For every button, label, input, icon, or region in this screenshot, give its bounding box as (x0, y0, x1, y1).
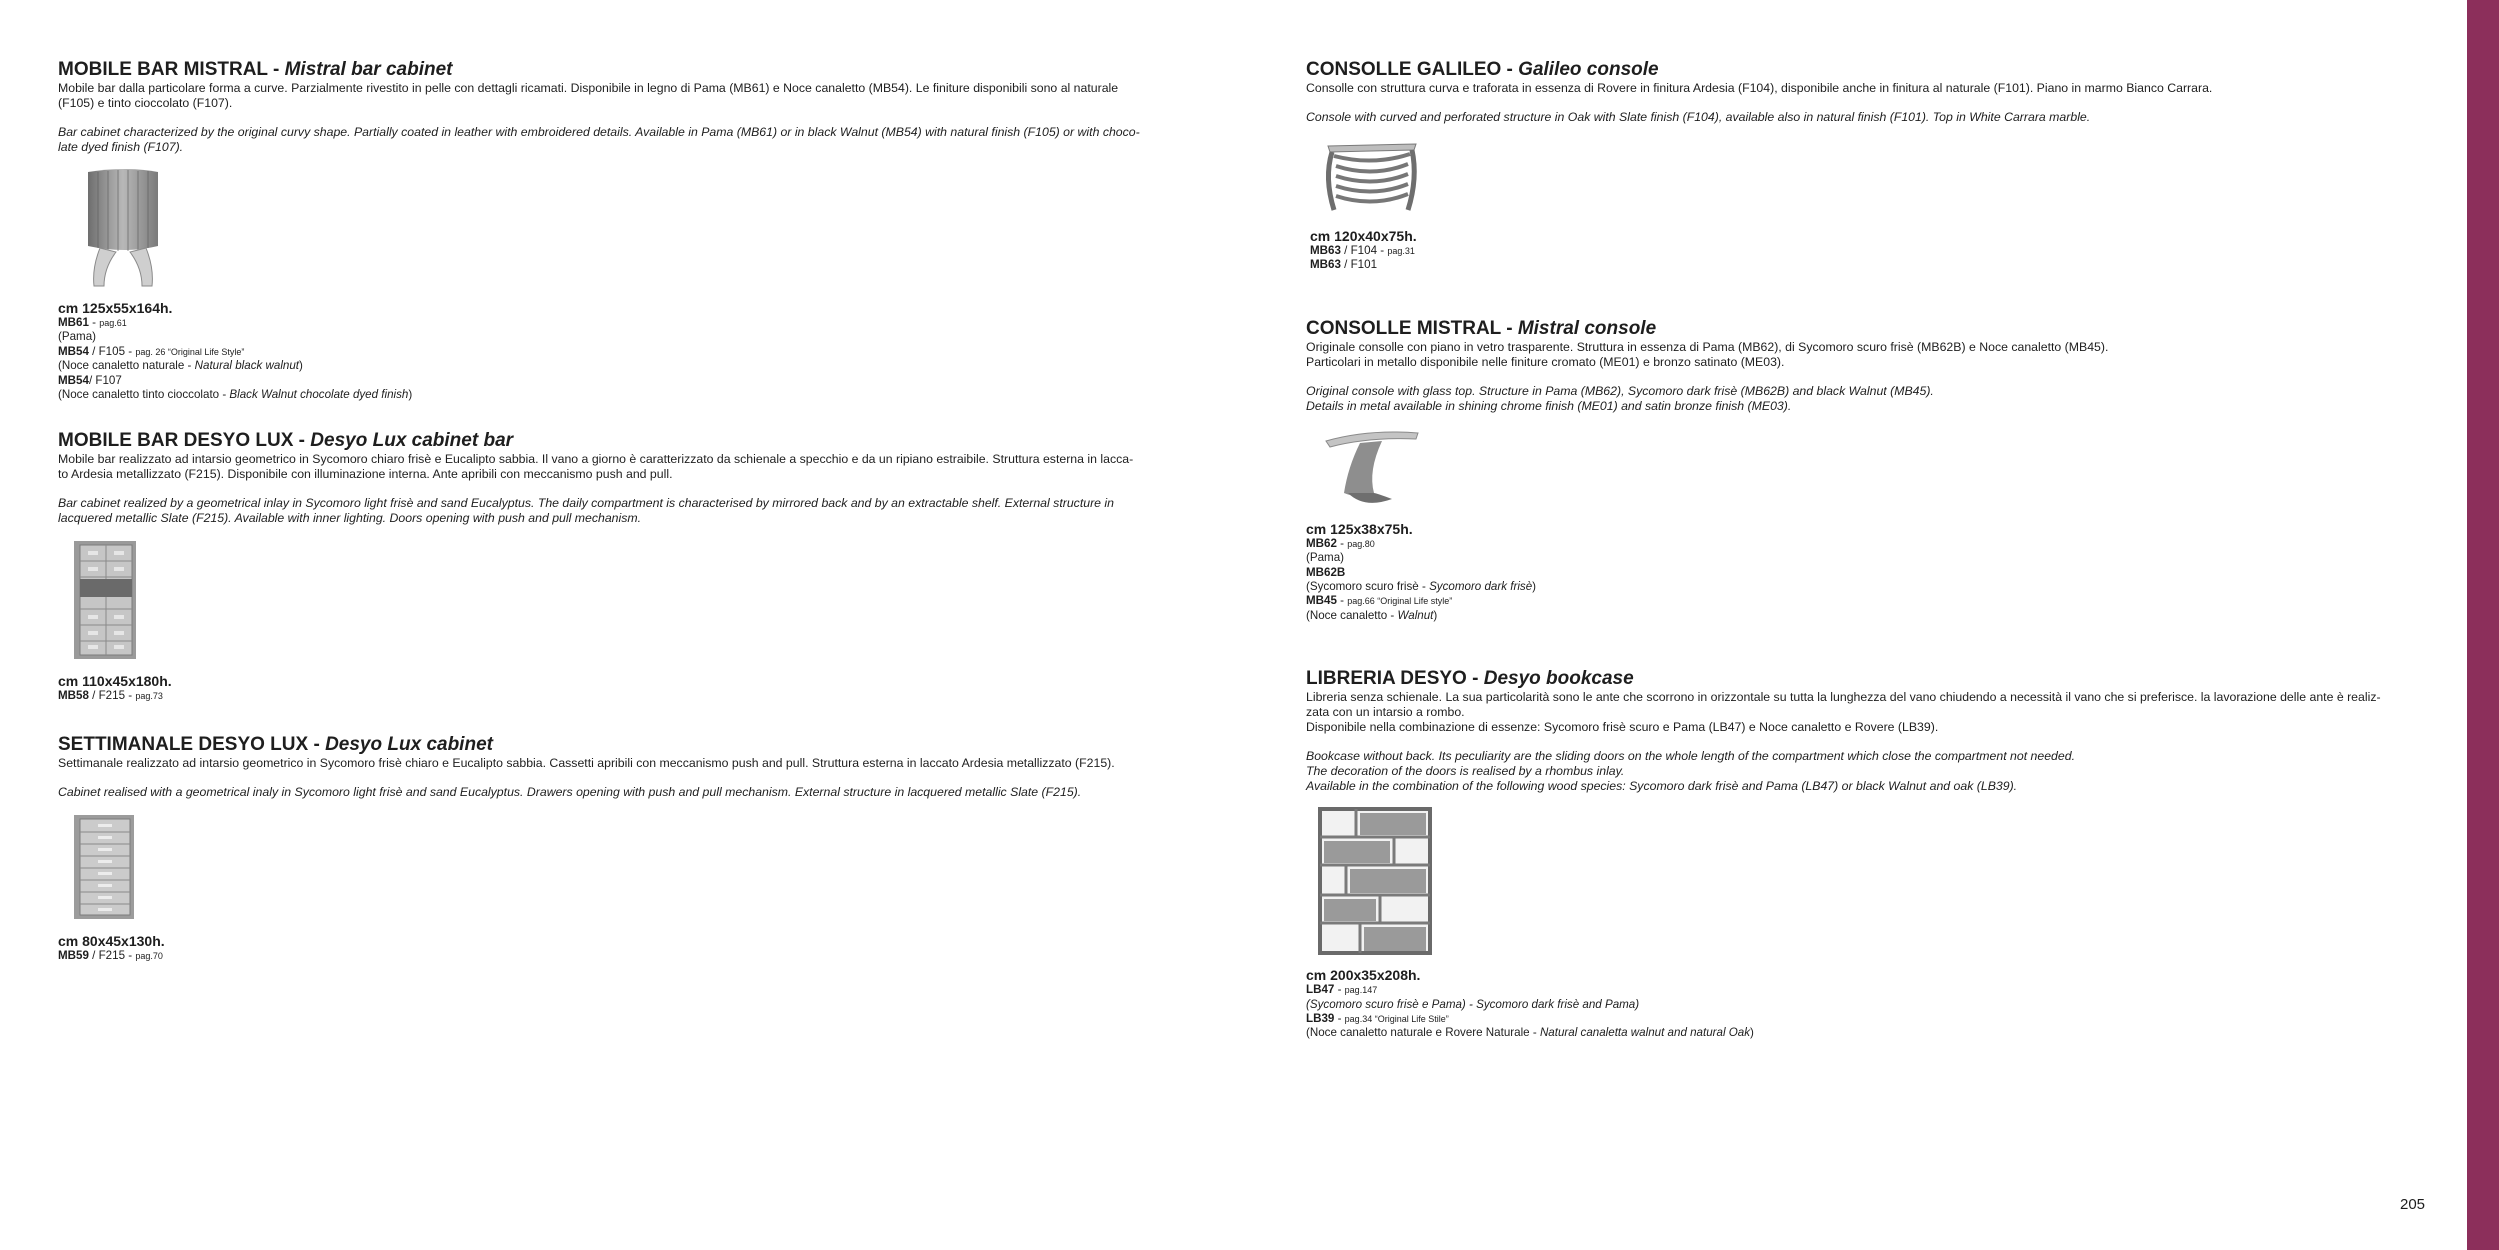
description-english: Bar cabinet characterized by the original curvy shape. Partially coated in leather with embroidered details. Available in Pama (MB61) or in black Walnut (MB54) with natural finish (F105) or with choco- late dyed finish (F107). (58, 125, 1140, 154)
desyo-lux-cabinet-image (70, 813, 150, 923)
magenta-edge-band (2467, 0, 2499, 1250)
code-line: MB59 / F215 - pag.70 (58, 948, 163, 962)
code-line: (Pama) (1306, 551, 1345, 565)
title-italian: MOBILE BAR DESYO LUX (58, 430, 294, 452)
description-italian: Originale consolle con piano in vetro trasparente. Struttura in essenza di Pama (MB62), di Sycomoro scuro frisè (MB62B) e Noce canaletto (MB45). Particolari in metallo disponibile nelle finiture cromato (ME01) e bronzo satinato (ME03). (1306, 339, 2109, 369)
title-italian: SETTIMANALE DESYO LUX (58, 733, 309, 755)
description-english: Original console with glass top. Structure in Pama (MB62), Sycomoro dark frisè (MB62B) and black Walnut (MB45). Details in metal available in shining chrome finish (ME01) and satin bronze finish (ME03). (1306, 383, 1934, 413)
code-list (1306, 983, 2436, 1041)
title-italian: MOBILE BAR MISTRAL (58, 59, 268, 80)
code-line: (Noce canaletto naturale - Natural black walnut) (58, 359, 303, 373)
dimensions: cm 110x45x180h. (58, 673, 172, 690)
code-line: MB63 / F104 - pag.31 (1310, 244, 1415, 257)
section-title: MOBILE BAR MISTRAL - Mistral bar cabinet (58, 59, 453, 80)
description-italian: Mobile bar dalla particolare forma a curve. Parzialmente rivestito in pelle con dettagli ricamati. Disponibile in legno di Pama (MB61) e Noce canaletto (MB54). Le finiture disponibili sono al naturale (F105) e tinto cioccolato (F107). (58, 81, 1119, 110)
title-english: Desyo Lux cabinet (325, 733, 493, 755)
mistral-bar-cabinet-image (80, 168, 170, 290)
section-title: MOBILE BAR DESYO LUX - Desyo Lux cabinet bar (58, 430, 514, 452)
description-italian: Libreria senza schienale. La sua particolarità sono le ante che scorrono in orizzontale su tutta la lunghezza del vano chiudendo a necessità il vano che si preferisce. la lavorazione delle ante è realiz- zata con un intarsio a rombo. Disponibile nella combinazione di essenze: Sycomoro frisè scuro e Pama (LB47) e Noce canaletto e Rovere (LB39). (1306, 690, 2381, 735)
section-title: LIBRERIA DESYO - Desyo bookcase (1306, 668, 1634, 690)
desyo-bookcase-image (1316, 807, 1440, 957)
dimensions: cm 125x55x164h. (58, 300, 173, 316)
code-list (1306, 537, 2436, 623)
section-title: CONSOLLE GALILEO - Galileo console (1306, 59, 1659, 80)
title-english: Mistral bar cabinet (284, 59, 453, 80)
code-list (58, 689, 1198, 703)
title-english: Galileo console (1518, 59, 1659, 80)
code-list (58, 949, 1198, 963)
page-number: 205 (2400, 1196, 2426, 1213)
product-section-mistral-bar (58, 58, 1198, 402)
description-italian: Mobile bar realizzato ad intarsio geometrico in Sycomoro chiaro frisè e Eucalipto sabbia. Il vano a giorno è caratterizzato da schienale a specchio e da un ripiano estraibile. Struttura esterna in lacca- to Ardesia metallizzato (F215). Disponibile con illuminazione interna. Ante apribili con meccanismo push and pull. (58, 452, 1134, 482)
code-line: MB62B (1306, 565, 1346, 579)
code-line: MB45 - pag.66 “Original Life style” (1306, 594, 1453, 608)
code-line: MB62 - pag.80 (1306, 536, 1375, 550)
product-section-desyo-bookcase (1306, 667, 2436, 1041)
dimensions: cm 120x40x75h. (1310, 228, 1417, 244)
code-line: MB58 / F215 - pag.73 (58, 689, 163, 703)
product-section-desyo-lux-bar (58, 429, 1198, 703)
description-italian: Consolle con struttura curva e traforata in essenza di Rovere in finitura Ardesia (F104), disponibile anche in finitura al naturale (F101). Piano in marmo Bianco Carrara. (1306, 81, 2213, 95)
desyo-lux-bar-image (70, 539, 150, 663)
code-line: (Noce canaletto naturale e Rovere Naturale - Natural canaletta walnut and natural Oak) (1306, 1026, 1754, 1040)
code-line: (Noce canaletto - Walnut) (1306, 608, 1438, 622)
product-section-desyo-lux-cabinet (58, 733, 1198, 963)
dimensions: cm 200x35x208h. (1306, 967, 1421, 984)
code-line: LB47 - pag.147 (1306, 983, 1378, 997)
code-line: (Sycomoro scuro frisè - Sycomoro dark frisè) (1306, 580, 1537, 594)
title-english: Mistral console (1517, 317, 1657, 339)
section-title: CONSOLLE MISTRAL - Mistral console (1306, 317, 1657, 339)
title-english: Desyo Lux cabinet bar (310, 430, 514, 452)
description-english: Bar cabinet realized by a geometrical inlay in Sycomoro light frisè and sand Eucalyptus. The daily compartment is characterised by mirrored back and by an extractable shelf. External structure in lacquered metallic Slate (F215). Available with inner lighting. Doors opening with push and pull mechanism. (58, 496, 1114, 526)
code-line: (Noce canaletto tinto cioccolato - Black Walnut chocolate dyed finish) (58, 388, 413, 402)
galileo-console-image (1318, 138, 1428, 218)
title-italian: CONSOLLE MISTRAL (1306, 317, 1501, 339)
code-line: LB39 - pag.34 “Original Life Stile” (1306, 1012, 1449, 1026)
code-line: MB54/ F107 (58, 373, 122, 387)
section-title: SETTIMANALE DESYO LUX - Desyo Lux cabinet (58, 733, 493, 755)
description-english: Console with curved and perforated structure in Oak with Slate finish (F104), available also in natural finish (F101). Top in White Carrara marble. (1306, 110, 2091, 124)
product-section-galileo-console (1306, 58, 2436, 273)
title-italian: CONSOLLE GALILEO (1306, 59, 1502, 80)
mistral-console-image (1318, 427, 1428, 511)
code-line: MB63 / F101 (1310, 258, 1378, 272)
description-italian: Settimanale realizzato ad intarsio geometrico in Sycomoro frisè chiaro e Eucalipto sabbia. Cassetti apribili con meccanismo push and pull. Struttura esterna in laccato Ardesia metallizzato (F215). (58, 755, 1115, 770)
code-line: MB54 / F105 - pag. 26 “Original Life Style” (58, 344, 245, 358)
code-line: MB61 - pag.61 (58, 316, 127, 329)
title-italian: LIBRERIA DESYO (1306, 668, 1467, 690)
title-english: Desyo bookcase (1483, 668, 1634, 690)
code-list (58, 316, 1198, 402)
description-english: Bookcase without back. Its peculiarity are the sliding doors on the whole length of the compartment which close the compartment not needed. The decoration of the doors is realised by a rhombus inlay. Available in the combination of the following wood species: Sycomoro dark frisè and Pama (LB47) or black Walnut and oak (LB39). (1306, 749, 2075, 794)
right-column (1306, 58, 2436, 1041)
left-column (58, 58, 1198, 963)
dimensions: cm 80x45x130h. (58, 932, 165, 949)
product-section-mistral-console (1306, 317, 2436, 623)
code-list (1310, 244, 2436, 273)
code-line: (Sycomoro scuro frisè e Pama) - Sycomoro dark frisè and Pama) (1306, 997, 1640, 1011)
code-line: (Pama) (58, 330, 97, 344)
dimensions: cm 125x38x75h. (1306, 520, 1413, 537)
description-english: Cabinet realised with a geometrical inaly in Sycomoro light frisè and sand Eucalyptus. Drawers opening with push and pull mechanism. External structure in lacquered metallic Slate (F215). (58, 784, 1082, 799)
